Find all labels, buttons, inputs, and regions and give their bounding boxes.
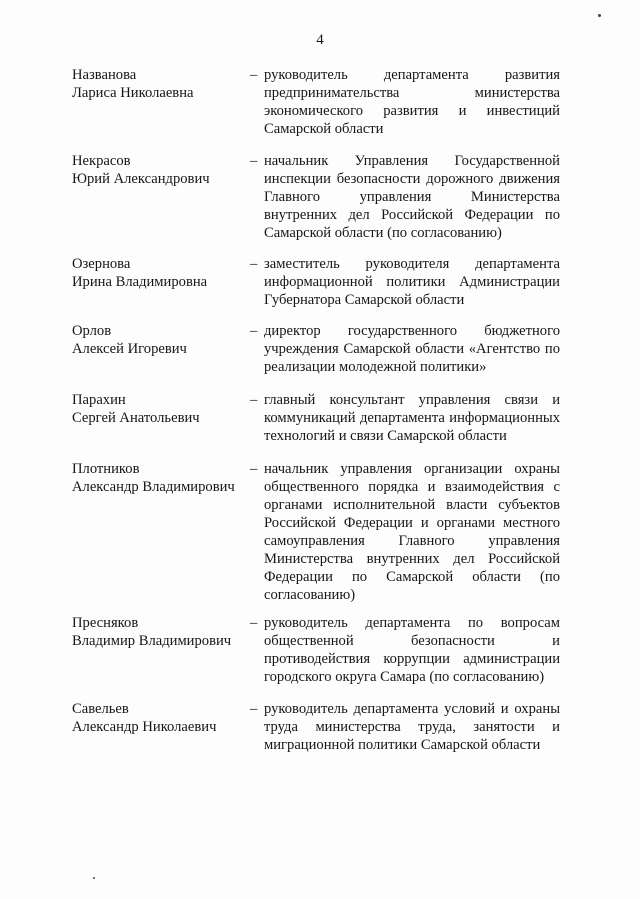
scan-speck: [598, 14, 601, 17]
dash-separator: –: [250, 256, 258, 272]
member-given-name: Лариса Николаевна: [72, 85, 194, 101]
member-surname: Названова: [72, 67, 137, 83]
member-surname: Плотников: [72, 461, 140, 477]
page-number: 4: [316, 32, 324, 48]
member-given-name: Ирина Владимировна: [72, 274, 208, 290]
member-surname: Некрасов: [72, 153, 131, 169]
dash-separator: –: [250, 461, 258, 477]
member-given-name: Александр Владимирович: [72, 479, 235, 495]
member-name: [72, 66, 242, 102]
member-name: [72, 255, 242, 291]
member-surname: Пресняков: [72, 615, 139, 631]
member-name: [72, 614, 242, 650]
member-position: начальник Управления Государственной инспекции безопасности дорожного движения Главного управления Министерства внутренних дел Российской Федерации по Самарской области (по согласованию): [264, 153, 560, 241]
member-position: директор государственного бюджетного учреждения Самарской области «Агентство по реализации молодежной политики»: [264, 323, 560, 375]
member-position: руководитель департамента развития предпринимательства министерства экономического развития и инвестиций Самарской области: [264, 67, 560, 137]
member-name: [72, 391, 242, 427]
dash-separator: –: [250, 67, 258, 83]
dash-separator: –: [250, 615, 258, 631]
dash-separator: –: [250, 153, 258, 169]
member-position: главный консультант управления связи и коммуникаций департамента информационных технологий и связи Самарской области: [264, 392, 560, 444]
dash-separator: –: [250, 392, 258, 408]
member-surname: Орлов: [72, 323, 112, 339]
member-name: [72, 460, 242, 496]
member-position: руководитель департамента условий и охраны труда министерства труда, занятости и миграционной политики Самарской области: [264, 701, 560, 753]
member-name: [72, 322, 242, 358]
member-given-name: Алексей Игоревич: [72, 341, 187, 357]
member-surname: Савельев: [72, 701, 129, 717]
member-position: руководитель департамента по вопросам общественной безопасности и противодействия коррупции администрации городского округа Самара (по согласованию): [264, 615, 560, 685]
member-name: [72, 152, 242, 188]
member-given-name: Александр Николаевич: [72, 719, 217, 735]
member-surname: Озернова: [72, 256, 131, 272]
dash-separator: –: [250, 701, 258, 717]
member-surname: Парахин: [72, 392, 126, 408]
scan-speck: [93, 877, 95, 879]
member-name: [72, 700, 242, 736]
member-given-name: Юрий Александрович: [72, 171, 210, 187]
member-given-name: Сергей Анатольевич: [72, 410, 200, 426]
member-position: начальник управления организации охраны общественного порядка и взаимодействия с органами исполнительной власти субъектов Российской Федерации и органами местного самоуправления Главного управления Министерства внутренних дел Российской Федерации по Самарской области (по согласованию): [264, 461, 560, 603]
member-given-name: Владимир Владимирович: [72, 633, 232, 649]
member-position: заместитель руководителя департамента информационной политики Администрации Губернатора Самарской области: [264, 256, 560, 308]
dash-separator: –: [250, 323, 258, 339]
